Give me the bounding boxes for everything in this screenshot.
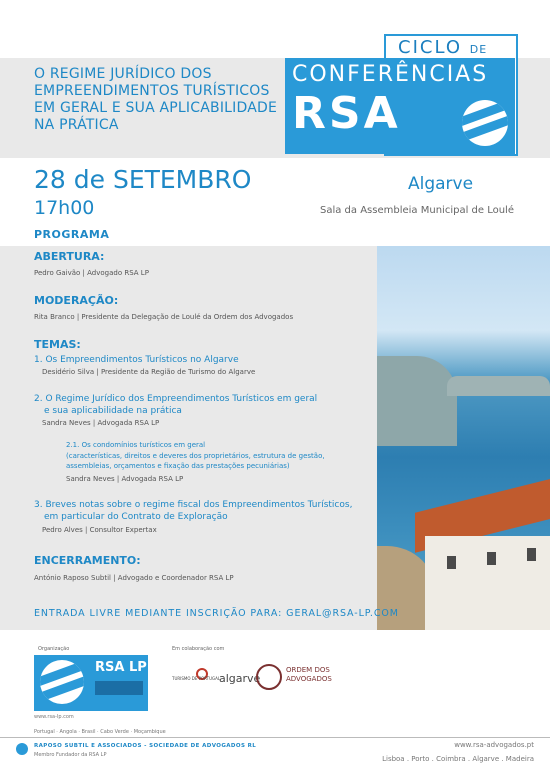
event-venue: Sala da Assembleia Municipal de Loulé [320,205,514,216]
organizacao-website: www.rsa-lp.com [34,714,74,720]
coastal-photo [377,246,550,630]
rsa-globe-icon [462,100,508,146]
encerramento-label: ENCERRAMENTO: [34,554,141,567]
tema-2-speaker: Sandra Neves | Advogada RSA LP [42,419,160,427]
tema-3-speaker: Pedro Alves | Consultor Expertax [42,526,157,534]
conference-title: O REGIME JURÍDICO DOS EMPREENDIMENTOS TURÍSTICOS EM GERAL E SUA APLICABILIDADE NA PRÁTICA [34,66,278,133]
footer-firm-name: RAPOSO SUBTIL E ASSOCIADOS - SOCIEDADE DE ADVOGADOS RL [34,743,257,749]
algarve-logo: algarve [219,672,261,685]
tema-2-1-desc: (características, direitos e deveres dos proprietários, estrutura de gestão, [66,452,325,460]
tema-2-title: 2. O Regime Jurídico dos Empreendimentos Turísticos em geral [34,394,318,404]
tema-3-title: 3. Breves notas sobre o regime fiscal dos Empreendimentos Turísticos, [34,500,353,510]
tema-2-1-desc-cont: assembleias, orçamentos e fixação das prestações pecuniárias) [66,462,290,470]
rsa-lp-logo-text: RSA LP [95,660,147,675]
tema-1-title: 1. Os Empreendimentos Turísticos no Algarve [34,355,239,365]
footer-divider [0,737,550,738]
rsa-lp-logo-subbox [95,681,143,695]
moderacao-label: MODERAÇÃO: [34,294,119,307]
event-time: 17h00 [34,197,95,219]
logo-conferencias-text: CONFERÊNCIAS [292,62,489,87]
footer-website: www.rsa-advogados.pt [454,741,534,749]
logo-rsa-text: RSA [292,88,401,139]
moderacao-speaker: Rita Branco | Presidente da Delegação de Loulé da Ordem dos Advogados [34,313,294,321]
abertura-label: ABERTURA: [34,250,105,263]
tema-3-title-cont: em particular do Contrato de Exploração [44,512,228,522]
colaboracao-label: Em colaboração com [172,646,225,652]
event-date: 28 de SETEMBRO [34,165,252,194]
temas-label: TEMAS: [34,338,81,351]
footer-cities: Lisboa . Porto . Coimbra . Algarve . Madeira [382,755,534,763]
event-location: Algarve [408,174,474,194]
organizacao-countries: Portugal · Angola · Brasil · Cabo Verde · Moçambique [34,729,166,735]
tema-2-title-cont: e sua aplicabilidade na prática [44,406,182,416]
tema-2-1-title: 2.1. Os condomínios turísticos em geral [66,441,206,449]
logo-ciclo-text: CICLO DE [398,37,488,58]
turismo-portugal-text: TURISMO DE PORTUGAL [172,676,221,681]
tema-2-1-speaker: Sandra Neves | Advogada RSA LP [66,475,184,483]
tema-1-speaker: Desidério Silva | Presidente da Região de Turismo do Algarve [42,368,256,376]
footer-globe-icon [16,743,28,755]
ordem-advogados-seal-icon [256,664,282,690]
footer-member-note: Membro Fundador da RSA LP [34,752,107,758]
encerramento-speaker: António Raposo Subtil | Advogado e Coordenador RSA LP [34,574,234,582]
abertura-speaker: Pedro Gaivão | Advogado RSA LP [34,269,149,277]
organizacao-label: Organização [38,646,70,652]
registration-notice: ENTRADA LIVRE MEDIANTE INSCRIÇÃO PARA: GERAL@RSA-LP.COM [34,608,399,619]
programa-heading: PROGRAMA [34,228,110,241]
ordem-advogados-text: ORDEM DOS ADVOGADOS [286,666,332,683]
rsa-lp-globe-icon [40,660,84,704]
